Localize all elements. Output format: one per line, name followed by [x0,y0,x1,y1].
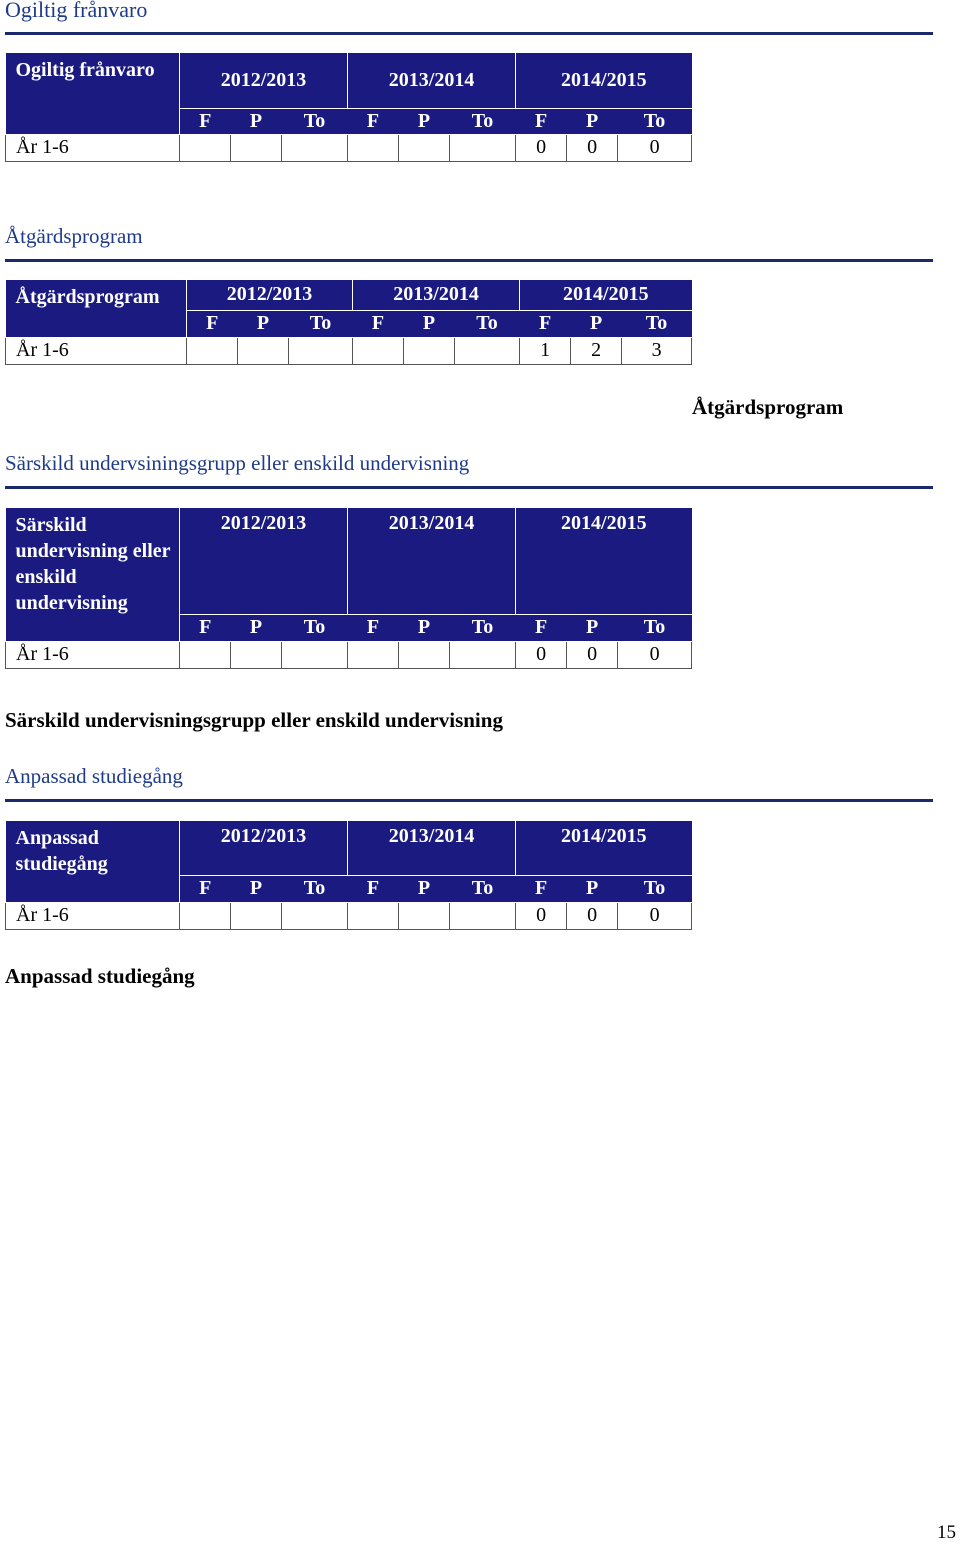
year-header: 2013/2014 [353,280,520,310]
table-cell [348,902,399,929]
table-cell [450,902,516,929]
table-cell [399,902,450,929]
table-cell: 0 [567,641,618,668]
section-heading-anpassad: Anpassad studiegång [5,764,183,788]
sub-header: P [567,875,618,902]
stats-table-anpassad [5,821,692,930]
year-header: 2014/2015 [516,53,692,108]
sub-header: To [289,310,353,337]
table-corner-label: Ogiltig frånvaro [6,53,180,134]
stats-table-atgard [5,280,692,365]
year-header: 2013/2014 [348,508,516,614]
page-number: 15 [937,1522,956,1543]
sub-header: F [353,310,404,337]
sub-header: To [450,108,516,134]
table-cell [231,641,282,668]
sub-header: P [399,108,450,134]
table-corner-label: Anpassad studiegång [6,821,180,902]
table-cell [450,134,516,161]
stats-table-ogiltig [5,53,692,162]
table-cell: 0 [567,902,618,929]
table-cell [231,902,282,929]
table-cell [180,134,231,161]
table-cell [455,337,520,364]
sub-header: P [404,310,455,337]
sub-header: To [618,875,692,902]
sub-header: P [231,875,282,902]
sub-header: To [282,875,348,902]
sub-header: F [516,614,567,641]
sub-header: To [618,614,692,641]
row-label: År 1-6 [6,134,180,161]
sub-header: F [520,310,571,337]
table-cell: 1 [520,337,571,364]
sub-header: F [516,875,567,902]
sub-header: To [450,614,516,641]
section-rule [5,486,933,489]
section-heading-atgard: Åtgärdsprogram [5,224,143,248]
row-label: År 1-6 [6,337,187,364]
table-cell [289,337,353,364]
table-cell: 3 [622,337,692,364]
sub-header: F [348,875,399,902]
year-header: 2012/2013 [180,821,348,875]
sub-header: F [180,614,231,641]
sub-header: To [450,875,516,902]
stats-table-sarskild [5,508,692,669]
year-header: 2013/2014 [348,821,516,875]
table-cell [180,641,231,668]
sub-header: P [399,875,450,902]
sub-header: P [571,310,622,337]
table-cell: 0 [618,641,692,668]
sub-header: F [180,108,231,134]
year-header: 2013/2014 [348,53,516,108]
table-cell: 0 [618,902,692,929]
year-header: 2014/2015 [516,821,692,875]
table-cell [399,641,450,668]
year-header: 2014/2015 [520,280,692,310]
table-cell: 0 [516,641,567,668]
table-cell: 2 [571,337,622,364]
section-rule [5,32,933,35]
section-heading-sarskild: Särskild undervsiningsgrupp eller enskild undervisning [5,451,470,475]
sub-header: P [238,310,289,337]
year-header: 2012/2013 [180,53,348,108]
table-cell [353,337,404,364]
sub-header: F [348,614,399,641]
table-cell: 0 [516,902,567,929]
table-caption-atgard: Åtgärdsprogram [692,395,844,419]
table-cell [282,641,348,668]
sub-header: To [622,310,692,337]
table-cell [238,337,289,364]
table-cell: 0 [618,134,692,161]
section-rule [5,799,933,802]
row-label: År 1-6 [6,641,180,668]
table-corner-label: Särskild undervisning eller enskild undervisning [6,508,180,641]
section-heading-ogiltig: Ogiltig frånvaro [5,0,148,22]
table-cell [180,902,231,929]
sub-header: P [567,108,618,134]
sub-header: F [348,108,399,134]
year-header: 2012/2013 [187,280,353,310]
table-cell: 0 [516,134,567,161]
sub-header: To [282,614,348,641]
table-caption-anpassad: Anpassad studiegång [5,964,195,988]
table-cell [348,641,399,668]
year-header: 2014/2015 [516,508,692,614]
row-label: År 1-6 [6,902,180,929]
sub-header: To [618,108,692,134]
table-corner-label: Åtgärdsprogram [6,280,187,337]
sub-header: F [180,875,231,902]
table-cell [231,134,282,161]
sub-header: P [231,108,282,134]
table-cell [404,337,455,364]
table-cell: 0 [567,134,618,161]
table-cell [187,337,238,364]
table-cell [399,134,450,161]
table-cell [282,902,348,929]
table-caption-sarskild: Särskild undervisningsgrupp eller enskild undervisning [5,708,503,732]
table-cell [348,134,399,161]
sub-header: P [231,614,282,641]
sub-header: To [282,108,348,134]
sub-header: P [567,614,618,641]
sub-header: F [187,310,238,337]
sub-header: P [399,614,450,641]
section-rule [5,259,933,262]
table-cell [450,641,516,668]
table-cell [282,134,348,161]
year-header: 2012/2013 [180,508,348,614]
sub-header: To [455,310,520,337]
sub-header: F [516,108,567,134]
